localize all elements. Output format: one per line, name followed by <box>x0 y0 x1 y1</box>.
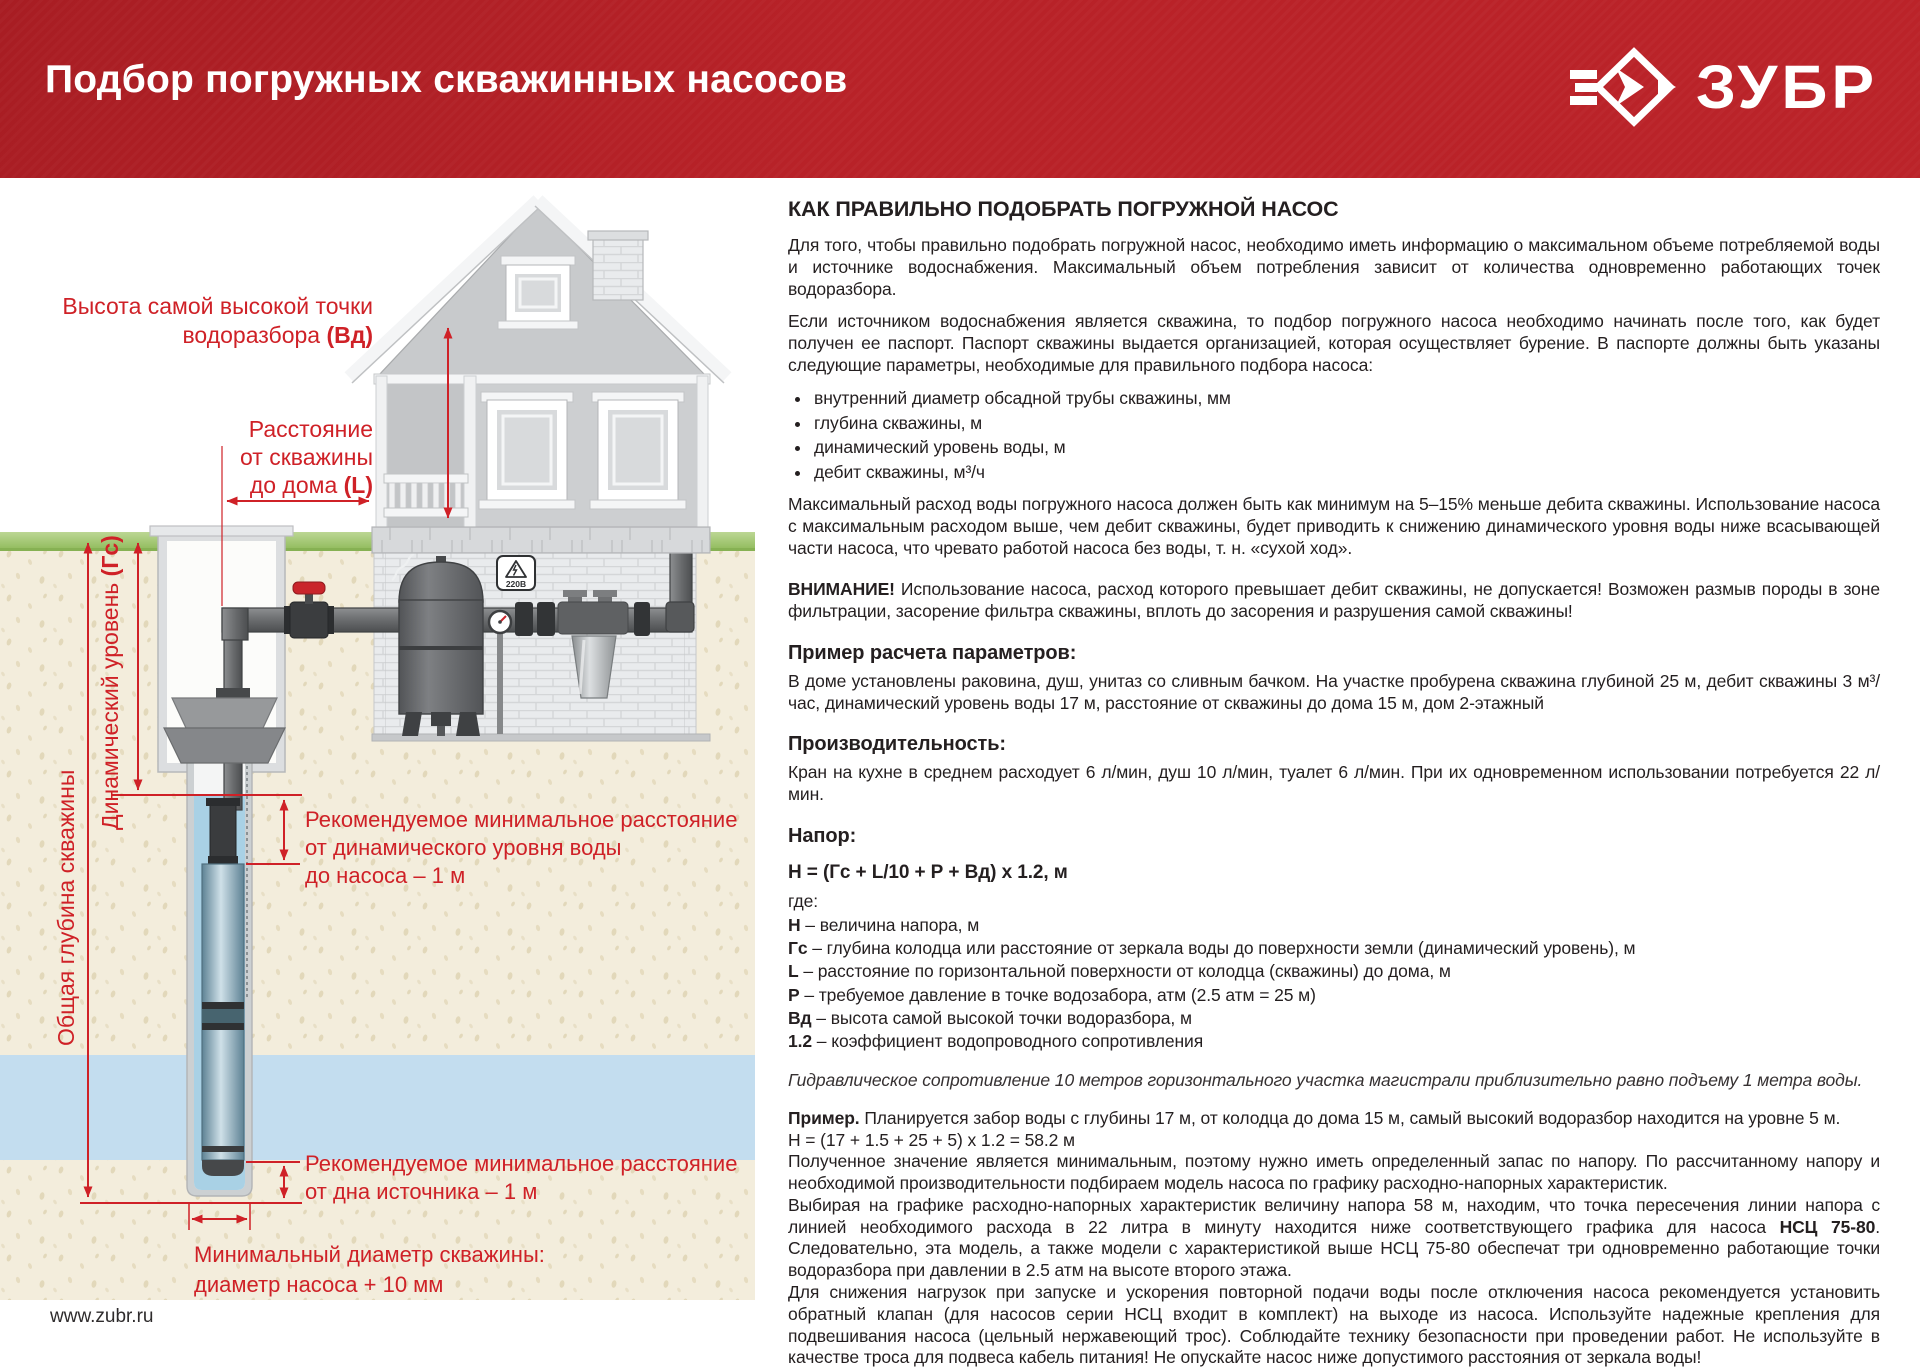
house <box>349 200 727 553</box>
paragraph: В доме установлены раковина, душ, унитаз со сливным бачком. На участке пробурена скважина глубиной 25 м, дебит скважины 3 м³/час, динамический уровень воды 17 м, расстояние от скважины до дома 15 м, дом 2-этажный <box>788 670 1880 713</box>
voltage-warning-sign <box>497 556 535 590</box>
voltage-label: 220В <box>505 579 527 589</box>
list-item: • глубина скважины, м <box>812 413 1880 435</box>
paragraph: Для снижения нагрузок при запуске и ускорения повторной подачи воды после отключения насоса рекомендуется установить обратный клапан (для насосов серии НСЦ входит в комплект) на выходе из насоса. Используйте надежные крепления для подвешивания насоса (цельный нержавеющий трос). Соблюдайте технику безопасности при проведении работ. Не используйте в качестве троса для подвеса кабель питания! Не опускайте насос ниже допустимого расстояния от зеркала воды! <box>788 1282 1880 1368</box>
attic-window <box>498 256 578 329</box>
example-paragraph: Пример. Планируется забор воды с глубины 17 м, от колодца до дома 15 м, самый высокий водоразбор находится на уровне 5 м. <box>788 1107 1841 1128</box>
house-foundation <box>372 527 710 553</box>
list-item: • дебит скважины, м³/ч <box>812 462 1880 484</box>
zubr-logo-icon <box>1570 46 1682 128</box>
label-min-diameter: Минимальный диаметр скважины: диаметр насоса + 10 мм <box>194 1242 545 1297</box>
label-min-distance-top: Рекомендуемое минимальное расстояние от динамического уровня воды до насоса – 1 м <box>305 807 738 888</box>
page-title: Подбор погружных скважинных насосов <box>45 58 848 101</box>
label-l-distance: Расстояние от скважины до дома (L) <box>240 416 373 498</box>
valve-handle <box>293 582 325 594</box>
window-left <box>479 392 575 509</box>
head-formula: Н = (Гс + L/10 + Р + Вд) x 1.2, м <box>788 861 1068 883</box>
section-heading-head: Напор: <box>788 824 857 847</box>
definition: Гс – глубина колодца или расстояние от зеркала воды до поверхности земли (динамический уровень), м <box>788 937 1636 958</box>
hydraulic-note: Гидравлическое сопротивление 10 метров горизонтального участка магистрали приблизительно равно подъему 1 метра воды. <box>788 1069 1863 1090</box>
list-item: • внутренний диаметр обсадной трубы скважины, мм <box>812 388 1880 410</box>
pump-selection-paragraph: Выбирая на графике расходно-напорных характеристик величину напора 58 м, находим, что точка пересечения линии напора с линией необходимого расхода в 22 литра в минуту находится ниже соответствующего графика для насоса НСЦ 75-80. Следовательно, эта модель, а также модели с характеристикой выше НСЦ 75-80 обеспечат три одновременно работающие точки водоразбора при давлении в 2.5 атм на высоте второго этажа. <box>788 1194 1881 1281</box>
definition: 1.2 – коэффициент водопроводного сопротивления <box>788 1031 1204 1052</box>
definition: Н – величина напора, м <box>788 914 980 935</box>
chimney <box>588 231 648 300</box>
label-dynamic-level: Динамический уровень (Гс) <box>97 535 123 831</box>
section-heading-performance: Производительность: <box>788 733 1006 756</box>
definition: L – расстояние по горизонтальной поверхности от колодца (скважины) до дома, м <box>788 961 1451 982</box>
example-formula: Н = (17 + 1.5 + 25 + 5) x 1.2 = 58.2 м <box>788 1129 1075 1150</box>
pressure-tank <box>392 554 483 736</box>
paragraph: Максимальный расход воды погружного насоса должен быть как минимум на 5–15% меньше дебита скважины. Использование насоса с максимальным расходом выше, чем дебит скважины, будет приводить к снижению динамического уровня воды ниже всасывающей части насоса, что чревато работой насоса без воды, т. н. «сухой ход». <box>788 493 1880 558</box>
warning-paragraph: ВНИМАНИЕ! Использование насоса, расход которого превышает дебит скважины, не допускается! Возможен размыв породы в зоне фильтрации, засорение фильтра скважины, вплоть до засорения и разрушения самой скважины! <box>788 579 1880 622</box>
list-item: • динамический уровень воды, м <box>812 437 1880 459</box>
section-heading-example: Пример расчета параметров: <box>788 641 1077 664</box>
where-label: где: <box>788 891 819 912</box>
definition: Р – требуемое давление в точке водозабора, атм (2.5 атм = 25 м) <box>788 984 1316 1005</box>
definition: Вд – высота самой высокой точки водоразбора, м <box>788 1007 1192 1028</box>
label-min-distance-bottom: Рекомендуемое минимальное расстояние от дна источника – 1 м <box>305 1151 738 1204</box>
zubr-logo <box>1570 46 1878 128</box>
label-total-depth: Общая глубина скважины <box>53 769 79 1046</box>
paragraph: Для того, чтобы правильно подобрать погружной насос, необходимо иметь информацию о максимальном объеме потребляемой воды и источнике водоснабжения. Максимальный объем потребления зависит от количества одновременно работающих точек водоразбора. <box>788 235 1880 299</box>
zubr-logo-text: ЗУБР <box>1695 52 1878 122</box>
aquifer-layer <box>0 1055 755 1160</box>
paragraph: Полученное значение является минимальным, поэтому нужно иметь определенный запас по напору. По рассчитанному напору и необходимой производительности подбираем модель насоса по графику расходно-напорных характеристик. <box>788 1151 1880 1194</box>
article-heading: КАК ПРАВИЛЬНО ПОДОБРАТЬ ПОГРУЖНОЙ НАСОС <box>788 197 1339 221</box>
website-url: www.zubr.ru <box>50 1306 154 1327</box>
paragraph: Кран на кухне в среднем расходует 6 л/мин, душ 10 л/мин, туалет 6 л/мин. При их одновременном использовании потребуется 22 л/мин. <box>788 762 1880 804</box>
paragraph: Если источником водоснабжения является скважина, то подбор погружного насоса необходимо начинать после того, как будет получен ее паспорт. Паспорт скважины выдается организацией, которая осуществляет бурение. В паспорте должны быть указаны следующие параметры, необходимые для правильного подбора насоса: <box>788 311 1880 375</box>
well-passport-parameters <box>788 388 1880 484</box>
article-column <box>788 196 1880 1369</box>
window-right <box>590 392 686 509</box>
label-vd-height: Высота самой высокой точки водоразбора (Вд) <box>62 293 373 348</box>
